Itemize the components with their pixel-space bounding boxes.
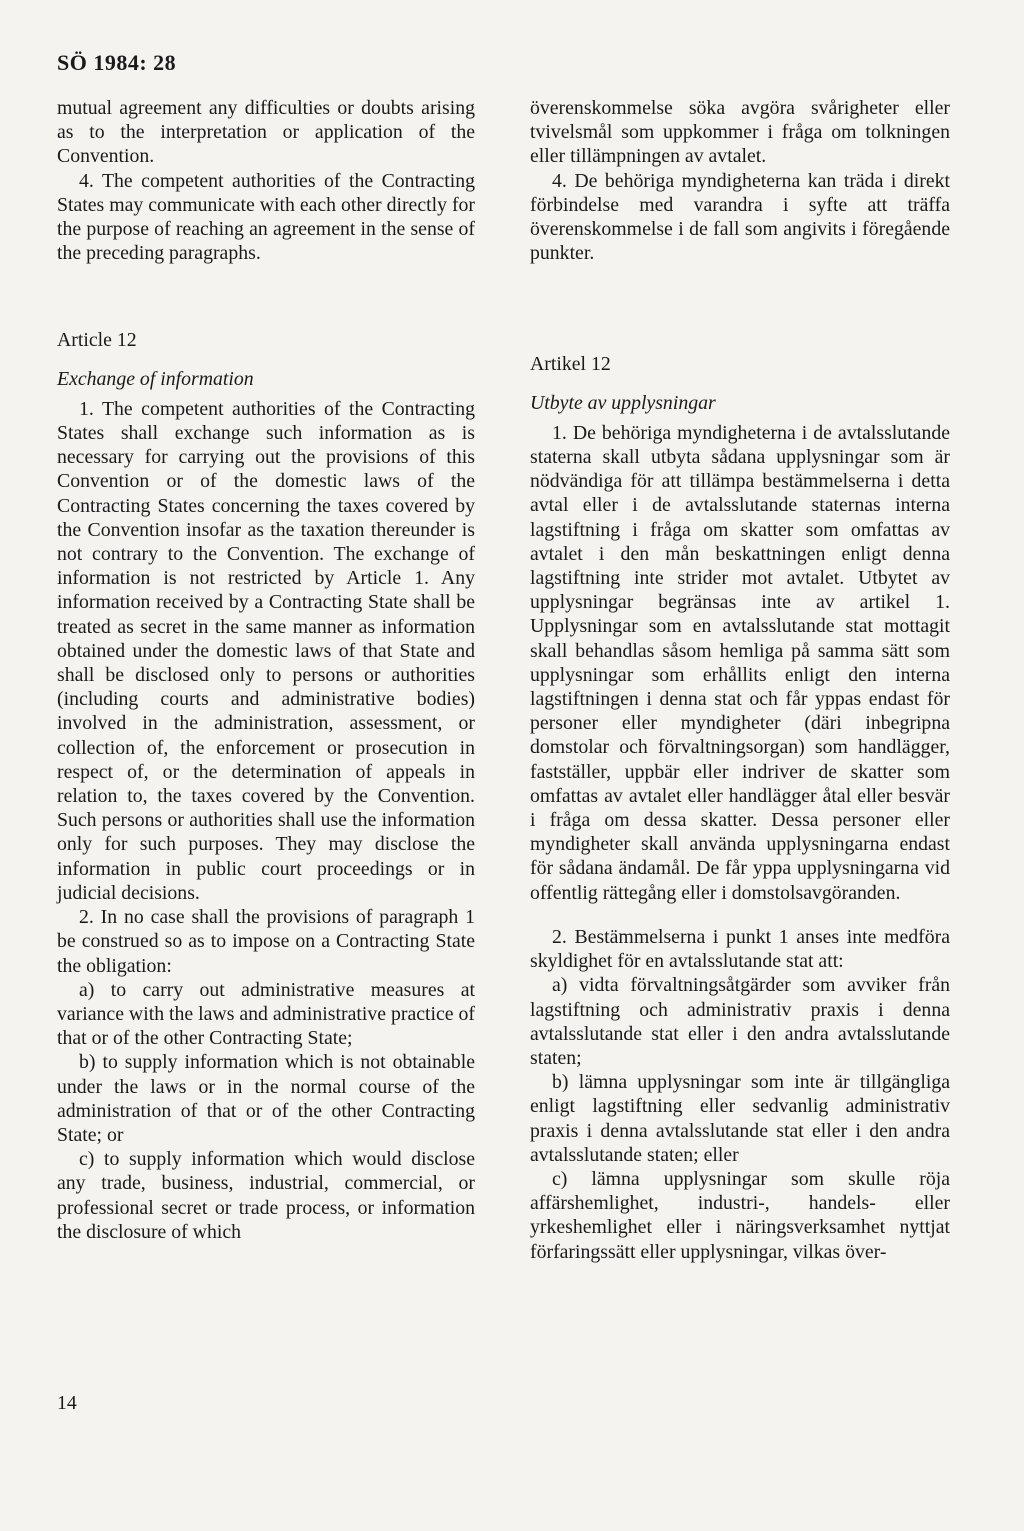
swedish-article-subheading: Utbyte av upplysningar [530,391,716,414]
english-paragraph-1: 1. The competent authorities of the Contracting States shall exchange such information as is necessary for carrying out the provisions of this Convention or of the domestic laws of the Contracting States concerning the taxes covered by the Convention insofar as the taxation thereunder is not contrary to the Convention. The exchange of information is not restricted by Article 1. Any information received by a Contracting State shall be treated as secret in the same manner as information obtained under the domestic laws of that State and shall be disclosed only to persons or authorities (including courts and administrative bodies) involved in the administration, assessment, or collection of, the enforcement or prosecution in respect of, or the determination of appeals in relation to, the taxes covered by the Convention. Such persons or authorities shall use the information only for such purposes. They may disclose the information in public court proceedings or in judicial decisions. [57,397,475,904]
english-paragraph-2: 2. In no case shall the provisions of paragraph 1 be construed so as to impose on a Contracting State the obligation: [57,906,475,977]
spacer [530,905,950,925]
english-paragraph-4: 4. The competent authorities of the Contracting States may communicate with each other directly for the purpose of reaching an agreement in the sense of the preceding paragraphs. [57,169,476,265]
swedish-item-a: a) vidta förvaltningsåtgärder som avviker från lagstiftning och administrativ praxis i denna avtalsslutande stat eller i den andra avtalsslutande staten; [530,974,950,1069]
swedish-item-b: b) lämna upplysningar som inte är tillgängliga enligt lagstiftning eller sedvanlig administrativ praxis i denna avtalsslutande stat eller i den andra avtalsslutande staten; eller [530,1071,950,1166]
swedish-article-heading: Artikel 12 [530,353,611,376]
swedish-intro-paragraph: överenskommelse söka avgöra svårigheter eller tvivelsmål som uppkommer i fråga om tolkningen eller tillämpningen av avtalet. [530,97,950,168]
page-number: 14 [57,1392,77,1414]
swedish-paragraph-4: 4. De behöriga myndigheterna kan träda i direkt förbindelse med varandra i syfte att träffa överenskommelse i de fall som angivits i föregående punkter. [530,169,950,265]
english-article-subheading: Exchange of information [57,367,254,390]
spacer [57,265,475,328]
english-item-a: a) to carry out administrative measures at variance with the laws and administrative practice of that or of the other Contracting State; [57,978,475,1050]
spacer [530,265,950,352]
swedish-item-c: c) lämna upplysningar som skulle röja affärshemlighet, industri-, handels- eller yrkeshemlighet eller i näringsverksamhet nyttjat förfaringssätt eller upplysningar, vilkas över- [530,1167,950,1263]
document-reference-header: SÖ 1984: 28 [57,50,177,75]
swedish-paragraph-2: 2. Bestämmelserna i punkt 1 anses inte medföra skyldighet för en avtalsslutande stat att: [530,925,950,973]
swedish-column [530,96,950,1264]
swedish-paragraph-1: 1. De behöriga myndigheterna i de avtalsslutande staterna skall utbyta sådana upplysningar som är nödvändiga för att tillämpa bestämmelserna i detta avtal eller i de avtalsslutande staternas interna lagstiftning i fråga om skatter som omfattas av avtalet i den mån beskattningen enligt denna lagstiftning inte strider mot avtalet. Utbytet av upplysningar begränsas inte av artikel 1. Upplysningar som en avtalsslutande stat mottagit skall behandlas såsom hemliga på samma sätt som upplysningar som erhållits enligt den interna lagstiftningen i denna stat och får yppas endast för personer eller myndigheter (däri inbegripna domstolar och förvaltningsorgan) som handlägger, fastställer, uppbär eller indriver de skatter som omfattas av avtalet eller handlägger åtal eller besvär i fråga om dessa skatter. Dessa personer eller myndigheter skall använda upplysningarna endast för sådana ändamål. De får yppa upplysningarna vid offentlig rättegång eller i domstolsavgöranden. [530,421,950,904]
spacer [57,353,475,367]
english-article-heading: Article 12 [57,329,137,352]
spacer [530,377,950,391]
english-intro-paragraph: mutual agreement any difficulties or doubts arising as to the interpretation or application of the Convention. [57,97,475,168]
english-item-c: c) to supply information which would disclose any trade, business, industrial, commercial, or professional secret or trade process, or information the disclosure of which [57,1148,475,1243]
english-column [57,96,475,1244]
english-item-b: b) to supply information which is not obtainable under the laws or in the normal course of the administration of that or of the other Contracting State; or [57,1051,475,1146]
